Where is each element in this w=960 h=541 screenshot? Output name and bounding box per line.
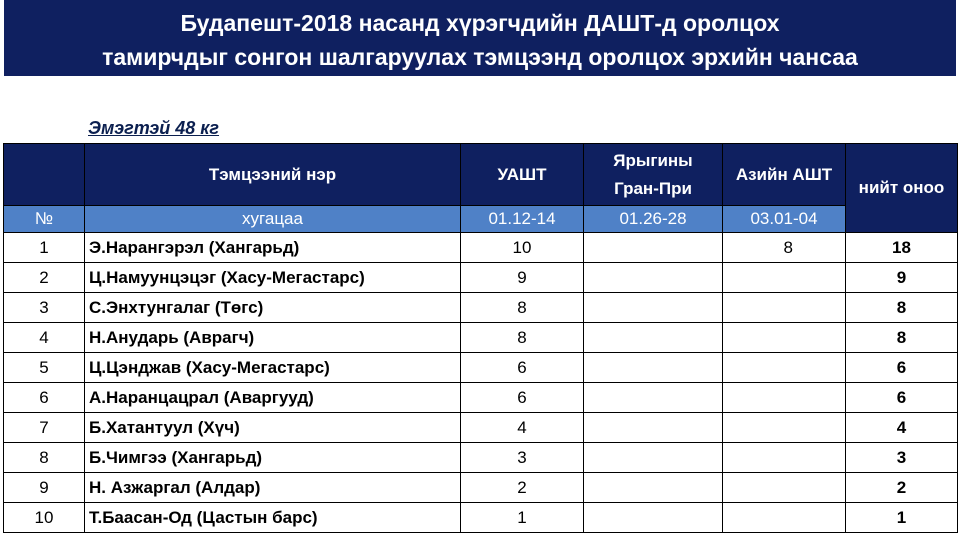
yarygin-points <box>584 443 723 473</box>
table-row <box>4 503 958 533</box>
asian-points: 8 <box>723 233 846 263</box>
yarygin-points <box>584 383 723 413</box>
uasht-points: 10 <box>461 233 584 263</box>
rank-number: 1 <box>4 233 85 263</box>
total-points: 6 <box>846 353 958 383</box>
title-line-1: Будапешт-2018 насанд хүрэгчдийн ДАШТ-д оролцох <box>180 10 780 36</box>
header-uasht: УАШТ <box>461 144 584 206</box>
table-row <box>4 443 958 473</box>
uasht-points: 1 <box>461 503 584 533</box>
yarygin-points <box>584 353 723 383</box>
athlete-name: Э.Нарангэрэл (Хангарьд) <box>85 233 461 263</box>
uasht-points: 8 <box>461 323 584 353</box>
athlete-name: Ц.Намуунцэцэг (Хасу-Мегастарс) <box>85 263 461 293</box>
title-banner <box>4 0 956 76</box>
table-row <box>4 413 958 443</box>
athlete-name: А.Наранцацрал (Аваргууд) <box>85 383 461 413</box>
athlete-name: Ц.Цэнджав (Хасу-Мегастарс) <box>85 353 461 383</box>
uasht-points: 6 <box>461 353 584 383</box>
asian-points <box>723 443 846 473</box>
uasht-points: 3 <box>461 443 584 473</box>
header-total: нийт оноо <box>846 144 958 233</box>
table-row <box>4 323 958 353</box>
header-blank-cell <box>4 144 85 206</box>
title-line-2: тамирчдыг сонгон шалгаруулах тэмцээнд оролцох эрхийн чансаа <box>102 44 858 70</box>
athlete-name: Т.Баасан-Од (Цастын барс) <box>85 503 461 533</box>
rank-number: 9 <box>4 473 85 503</box>
header-yarygin-date: 01.26-28 <box>584 206 723 233</box>
asian-points <box>723 473 846 503</box>
total-points: 6 <box>846 383 958 413</box>
yarygin-points <box>584 473 723 503</box>
total-points: 18 <box>846 233 958 263</box>
rank-number: 3 <box>4 293 85 323</box>
total-points: 8 <box>846 293 958 323</box>
asian-points <box>723 353 846 383</box>
yarygin-points <box>584 413 723 443</box>
total-points: 3 <box>846 443 958 473</box>
asian-points <box>723 383 846 413</box>
athlete-name: Б.Хатантуул (Хүч) <box>85 413 461 443</box>
total-points: 8 <box>846 323 958 353</box>
athlete-name: С.Энхтунгалаг (Төгс) <box>85 293 461 323</box>
total-points: 2 <box>846 473 958 503</box>
table-row <box>4 233 958 263</box>
header-asian: Азийн АШТ <box>723 144 846 206</box>
total-points: 4 <box>846 413 958 443</box>
uasht-points: 6 <box>461 383 584 413</box>
rank-number: 10 <box>4 503 85 533</box>
athlete-name: Н. Азжаргал (Алдар) <box>85 473 461 503</box>
rank-number: 5 <box>4 353 85 383</box>
header-asian-date: 03.01-04 <box>723 206 846 233</box>
header-period: хугацаа <box>85 206 461 233</box>
uasht-points: 2 <box>461 473 584 503</box>
weight-category: Эмэгтэй 48 кг <box>88 118 220 138</box>
yarygin-points <box>584 233 723 263</box>
yarygin-points <box>584 503 723 533</box>
yarygin-points <box>584 323 723 353</box>
table-row <box>4 293 958 323</box>
asian-points <box>723 413 846 443</box>
header-yarygin-line2: Гран-При <box>614 178 692 198</box>
uasht-points: 8 <box>461 293 584 323</box>
athlete-name: Б.Чимгээ (Хангарьд) <box>85 443 461 473</box>
header-number: № <box>4 206 85 233</box>
rank-number: 7 <box>4 413 85 443</box>
asian-points <box>723 503 846 533</box>
rank-number: 2 <box>4 263 85 293</box>
uasht-points: 4 <box>461 413 584 443</box>
table-row <box>4 353 958 383</box>
yarygin-points <box>584 293 723 323</box>
table-row <box>4 473 958 503</box>
ranking-table <box>3 143 958 533</box>
rank-number: 8 <box>4 443 85 473</box>
yarygin-points <box>584 263 723 293</box>
header-yarygin-line1: Ярыгины <box>613 150 693 170</box>
total-points: 1 <box>846 503 958 533</box>
total-points: 9 <box>846 263 958 293</box>
uasht-points: 9 <box>461 263 584 293</box>
header-competition-name: Тэмцээний нэр <box>85 144 461 206</box>
table-row <box>4 263 958 293</box>
asian-points <box>723 263 846 293</box>
rank-number: 6 <box>4 383 85 413</box>
asian-points <box>723 293 846 323</box>
table-row <box>4 383 958 413</box>
header-yarygin <box>584 144 723 206</box>
asian-points <box>723 323 846 353</box>
athlete-name: Н.Анударь (Аврагч) <box>85 323 461 353</box>
rank-number: 4 <box>4 323 85 353</box>
header-uasht-date: 01.12-14 <box>461 206 584 233</box>
